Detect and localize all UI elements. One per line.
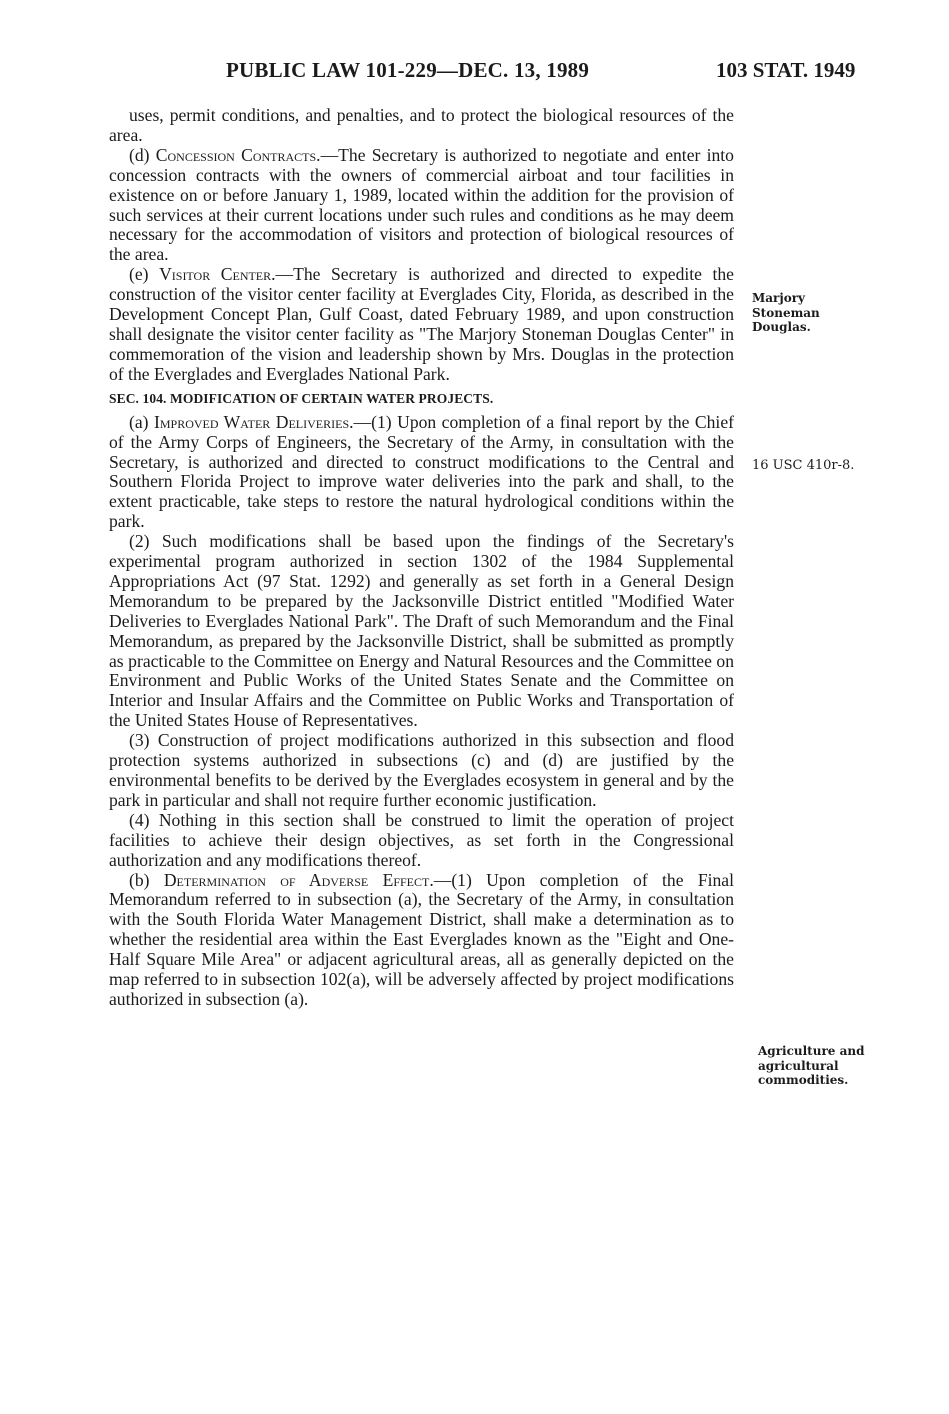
paragraph-e-text: —The Secretary is authorized and directed to expedite the construction of the visitor center facility at Everglades City, Florida, as described in the Development Concept Plan, Gulf Coast, dated February 1989, and upon construction shall designate the visitor center facility as "The Marjory Stoneman Douglas Center" in commemoration of the vision and leadership shown by Mrs. Douglas in the protection of the Everglades and Everglades National Park. xyxy=(109,264,734,384)
heading-determination-adverse-effect: Determination of Adverse Effect. xyxy=(163,869,434,890)
paragraph-a: (a) Improved Water Deliveries.—(1) Upon completion of a final report by the Chief of the Army Corps of Engineers, the Secretary of the Army, in consultation with the Secretary, is authorized and directed to construct modifications to the Central and Southern Florida Project to improve water deliveries into the park and shall, to the extent practicable, take steps to restore the natural hydrological conditions within the park. xyxy=(109,411,734,532)
document-body xyxy=(109,106,734,1010)
header-title: PUBLIC LAW 101-229—DEC. 13, 1989 xyxy=(226,58,590,82)
paragraph-a2: (2) Such modifications shall be based upon the findings of the Secretary's experimental program authorized in section 1302 of the 1984 Supplemental Appropriations Act (97 Stat. 1292) and generally as set forth in a General Design Memorandum to be prepared by the Jacksonville District entitled "Modified Water Deliveries to Everglades National Park". The Draft of such Memorandum and the Final Memorandum, as prepared by the Jacksonville District, shall be submitted as promptly as practicable to the Committee on Energy and Natural Resources and the Committee on Environment and Public Works of the United States Senate and the Committee on Interior and Insular Affairs and the Committee on Public Works and Transportation of the United States House of Representatives. xyxy=(109,531,734,731)
margin-note-douglas: Marjory Stoneman Douglas. xyxy=(752,291,820,334)
page-header xyxy=(0,58,949,88)
paragraph-a3: (3) Construction of project modifications authorized in this subsection and flood protection systems authorized in subsections (c) and (d) are justified by the environmental benefits to be derived by the Everglades ecosystem in general and by the park in particular and shall not require further economic justification. xyxy=(109,730,734,810)
paragraph-d: (d) Concession Contracts.—The Secretary is authorized to negotiate and enter into concession contracts with the owners of commercial airboat and tour facilities in existence on or before January 1, 1989, located within the addition for the provision of such services at their current locations under such rules and conditions as he may deem necessary for the accommodation of visitors and protection of biological resources of the area. xyxy=(109,144,734,265)
paragraph-continuation: uses, permit conditions, and penalties, and to protect the biological resources of the area. xyxy=(109,105,734,145)
heading-improved-water-deliveries: Improved Water Deliveries. xyxy=(154,411,354,432)
margin-note-agriculture: Agriculture and agricultural commodities. xyxy=(758,1044,865,1087)
paragraph-b: (b) Determination of Adverse Effect.—(1) Upon completion of the Final Memorandum referred to in subsection (a), the Secretary of the Army, in consultation with the South Florida Water Management District, shall make a determination as to whether the residential area within the East Everglades known as the "Eight and One-Half Square Mile Area" or adjacent agricultural areas, all as generally depicted on the map referred to in subsection 102(a), will be adversely affected by project modifications authorized in subsection (a). xyxy=(109,869,735,1009)
section-heading-104: SEC. 104. MODIFICATION OF CERTAIN WATER PROJECTS. xyxy=(109,390,494,406)
paragraph-d-text: —The Secretary is authorized to negotiate and enter into concession contracts with the owners of commercial airboat and tour facilities in existence on or before January 1, 1989, located within the addition for the provision of such services at their current locations under such rules and conditions as he may deem necessary for the accommodation of visitors and protection of biological resources of the area. xyxy=(109,144,734,265)
header-page-number: 103 STAT. 1949 xyxy=(716,58,856,82)
heading-visitor-center: Visitor Center. xyxy=(159,264,276,285)
paragraph-b-text: —(1) Upon completion of the Final Memorandum referred to in subsection (a), the Secretary of the Army, in consultation with the South Florida Water Management District, shall make a determination as to whether the residential area within the East Everglades known as the "Eight and One-Half Square Mile Area" or adjacent agricultural areas, all as generally depicted on the map referred to in subsection 102(a), will be adversely affected by project modifications authorized in subsection (a). xyxy=(109,869,735,1009)
paragraph-e: (e) Visitor Center.—The Secretary is authorized and directed to expedite the construction of the visitor center facility at Everglades City, Florida, as described in the Development Concept Plan, Gulf Coast, dated February 1989, and upon construction shall designate the visitor center facility as "The Marjory Stoneman Douglas Center" in commemoration of the vision and leadership shown by Mrs. Douglas in the protection of the Everglades and Everglades National Park. xyxy=(109,264,734,384)
margin-note-usc-citation: 16 USC 410r-8. xyxy=(752,458,855,473)
paragraph-a4: (4) Nothing in this section shall be construed to limit the operation of project facilities to achieve their design objectives, as set forth in the Congressional authorization and any modifications thereof. xyxy=(109,809,734,870)
paragraph-a-text: —(1) Upon completion of a final report by the Chief of the Army Corps of Engineers, the Secretary of the Army, in consultation with the Secretary, is authorized and directed to construct modifications to the Central and Southern Florida Project to improve water deliveries into the park and shall, to the extent practicable, take steps to restore the natural hydrological conditions within the park. xyxy=(109,411,734,532)
heading-concession-contracts: Concession Contracts. xyxy=(155,144,321,165)
